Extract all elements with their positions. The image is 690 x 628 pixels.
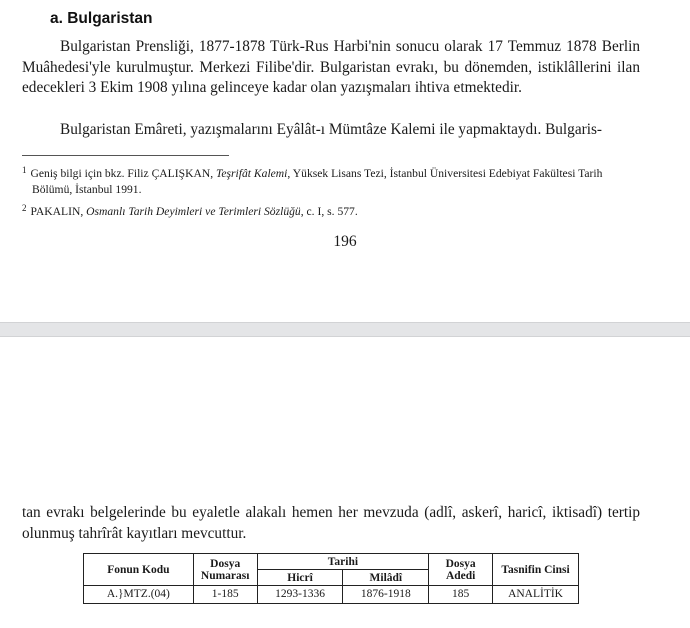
footnote-divider [22, 155, 229, 156]
header-tarihi: Tarihi [257, 554, 429, 570]
table-header-row [84, 554, 579, 570]
cell-hicri: 1293-1336 [257, 586, 343, 604]
header-hicri: Hicrî [257, 570, 343, 586]
footnote-1 [22, 163, 640, 197]
footnote-1-post: , Yüksek Lisans Tezi, İstanbul Üniversitesi Edebiyat Fakültesi Tarih Bölümü, İstanbul 1991. [32, 167, 603, 196]
header-dosya-adedi: Dosya Adedi [429, 554, 493, 586]
footnote-2 [22, 201, 640, 220]
section-heading: a. Bulgaristan [50, 10, 153, 27]
paragraph-1-text: Bulgaristan Prensliği, 1877-1878 Türk-Rus Harbi'nin sonucu olarak 17 Temmuz 1878 Berlin Muâhedesi'yle kurulmuştur. Merkezi Filibe'dir. Bulgaristan evrakı, bu dönemden, istiklâllerini ilan edecekleri 3 Ekim 1908 yılına gelinceye kadar olan yazışmaları ihtiva etmektedir. [22, 38, 640, 96]
header-miladi: Milâdî [343, 570, 429, 586]
fonds-table [83, 553, 579, 604]
footnote-1-pre: Geniş bilgi için bkz. Filiz ÇALIŞKAN, [30, 167, 216, 180]
footnote-2-pre: PAKALIN, [30, 205, 87, 218]
footnote-2-post: , c. I, s. 577. [300, 205, 358, 218]
cell-tasnifin-cinsi: ANALİTİK [493, 586, 579, 604]
footnote-1-title: Teşrifât Kalemi [216, 167, 288, 180]
paragraph-2-text: Bulgaristan Emâreti, yazışmalarını Eyâlât-ı Mümtâze Kalemi ile yapmaktaydı. Bulgaris- [60, 121, 603, 138]
cell-dosya-adedi: 185 [429, 586, 493, 604]
footnote-2-number: 2 [22, 203, 27, 213]
table-row [84, 586, 579, 604]
header-dosya-numarasi: Dosya Numarası [193, 554, 257, 586]
header-tasnifin-cinsi: Tasnifin Cinsi [493, 554, 579, 586]
footnote-1-number: 1 [22, 165, 27, 175]
cell-miladi: 1876-1918 [343, 586, 429, 604]
page-number: 196 [333, 233, 357, 250]
page-separator [0, 322, 690, 337]
header-fonun-kodu: Fonun Kodu [84, 554, 194, 586]
paragraph-3: tan evrakı belgelerinde bu eyaletle alakalı hemen her mevzuda (adlî, askerî, haricî, iktisadî) tertip olunmuş tahrîrât kayıtları mevcuttur. [22, 504, 640, 542]
paragraph-2 [22, 120, 640, 141]
footnote-2-title: Osmanlı Tarih Deyimleri ve Terimleri Sözlüğü [86, 205, 301, 218]
paragraph-1 [22, 37, 640, 99]
cell-dosya-numarasi: 1-185 [193, 586, 257, 604]
cell-fonun-kodu: A.}MTZ.(04) [84, 586, 194, 604]
